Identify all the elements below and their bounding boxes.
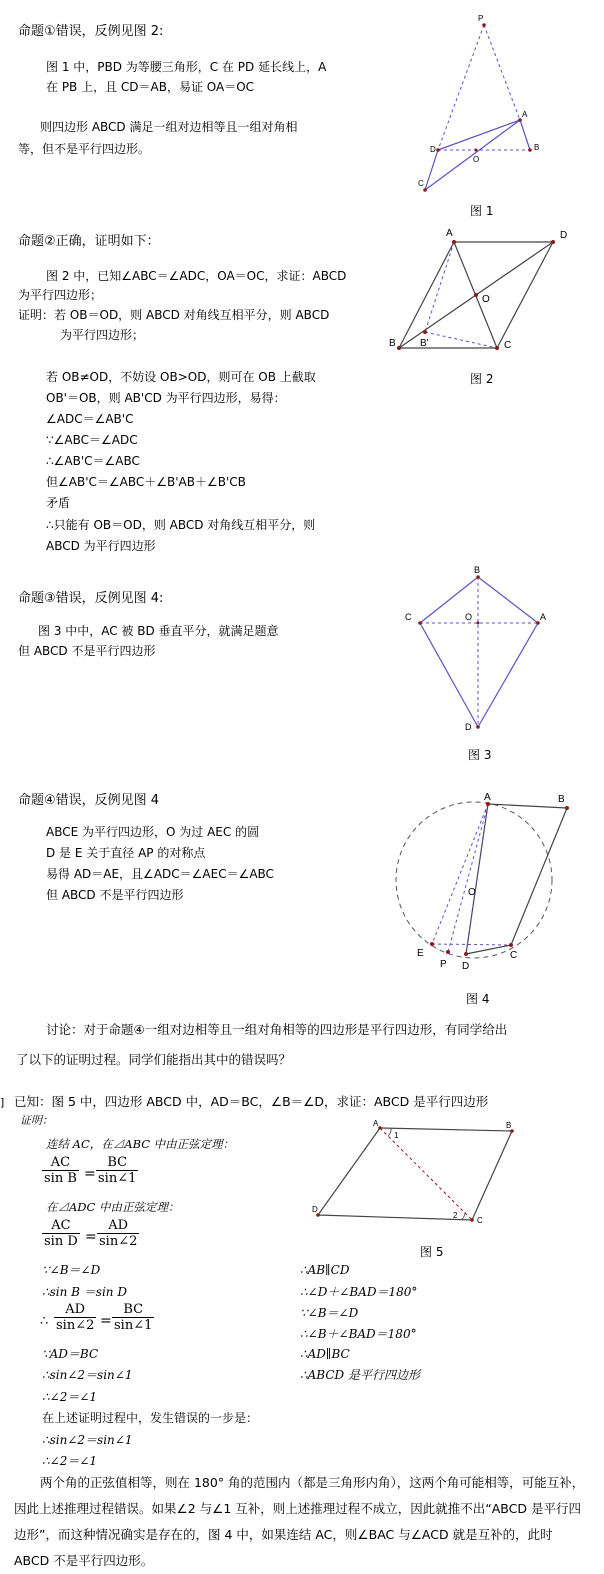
- s5-step-3: ∵∠B＝∠D: [42, 1263, 101, 1277]
- fig1-label-o: O: [473, 155, 480, 164]
- eq3-frac-right: [112, 1302, 154, 1333]
- fig4-label-b: B: [558, 794, 565, 805]
- s5-question-step-2: ∴∠2＝∠1: [42, 1454, 98, 1468]
- eq2-den-left: sin D: [44, 1234, 78, 1249]
- fig2-label-bp: B': [420, 338, 429, 349]
- fig1-caption: 图 1: [470, 204, 494, 218]
- fig1-label-d: D: [430, 145, 436, 154]
- fig5-label-2: 2: [453, 1211, 458, 1220]
- s2-line-11: 矛盾: [46, 496, 71, 510]
- s2-line-9: ∴∠AB'C＝∠ABC: [46, 454, 140, 468]
- s4-line-3: 易得 AD＝AE，且∠ADC＝∠AEC＝∠ABC: [46, 867, 274, 881]
- eq3-den-right: sin∠1: [114, 1318, 153, 1333]
- fig2-label-b: B: [389, 338, 396, 349]
- fig4-label-a: A: [484, 792, 491, 803]
- fig5-label-1: 1: [394, 1131, 399, 1140]
- s4-line-1: ABCE 为平行四边形，O 为过 AEC 的圆: [46, 825, 260, 839]
- fig4-label-o: O: [468, 887, 476, 898]
- s1-title: 命题①错误，反例见图 2:: [18, 24, 164, 39]
- s5-right-2: ∴∠D＋∠BAD＝180°: [300, 1285, 418, 1299]
- fig3-label-d: D: [465, 722, 472, 732]
- s5-right-5: ∴AD∥BC: [300, 1347, 350, 1361]
- eq2-den-right: sin∠2: [99, 1234, 138, 1249]
- s5-step-6: ∴sin∠2＝sin∠1: [42, 1368, 133, 1382]
- fig4-label-p: P: [440, 959, 447, 970]
- s4-title: 命题④错误，反例见图 4: [18, 793, 160, 808]
- fig5-label-d: D: [312, 1205, 318, 1214]
- fig2-label-d: D: [560, 230, 568, 241]
- fig3-label-b: B: [474, 565, 481, 575]
- fig1-label-p: P: [478, 14, 484, 23]
- eq1-equals: =: [84, 1166, 96, 1182]
- s5-question: 在上述证明过程中，发生错误的一步是：: [42, 1411, 259, 1425]
- fig5-caption: 图 5: [420, 1245, 444, 1259]
- s3-title: 命题③错误，反例见图 4:: [18, 591, 164, 606]
- eq1-num-right: BC: [107, 1155, 128, 1170]
- eq3-prefix: ∴: [40, 1314, 49, 1329]
- fig5-label-a: A: [373, 1119, 379, 1128]
- discussion-line-2: 了以下的证明过程。同学们能指出其中的错误吗？: [16, 1052, 292, 1067]
- s2-title: 命题②正确，证明如下：: [18, 234, 160, 249]
- fig3-label-o: O: [465, 612, 473, 622]
- eq1-den-left: sin B: [44, 1171, 77, 1186]
- s1-line-1: 图 1 中，PBD 为等腰三角形，C 在 PD 延长线上，A: [46, 60, 327, 74]
- eq3-den-left: sin∠2: [56, 1318, 95, 1333]
- s1-line-4: 等，但不是平行四边形。: [18, 142, 151, 156]
- fig2-label-o: O: [482, 294, 490, 305]
- s5-question-step-1: ∴sin∠2＝sin∠1: [42, 1433, 133, 1447]
- s2-line-3: 证明：若 OB＝OD，则 ABCD 对角线互相平分，则 ABCD: [18, 308, 330, 322]
- fig2-label-a: A: [446, 228, 453, 239]
- s5-right-3: ∵∠B＝∠D: [300, 1306, 359, 1320]
- fig1-label-b: B: [534, 143, 540, 152]
- s5-proof-label: 证明：: [20, 1114, 53, 1127]
- s3-line-2: 但 ABCD 不是平行四边形: [18, 644, 156, 658]
- fig3-caption: 图 3: [468, 748, 492, 762]
- eq2-num-right: AD: [108, 1218, 129, 1233]
- s5-step-1: 连结 AC，在⊿ABC 中由正弦定理：: [46, 1137, 235, 1151]
- s5-step-4: ∴sin B ＝sin D: [42, 1285, 127, 1299]
- s5-step-5: ∵AD＝BC: [42, 1347, 99, 1361]
- fig1-label-a: A: [522, 110, 528, 119]
- s4-line-4: 但 ABCD 不是平行四边形: [46, 888, 184, 902]
- s2-line-7: ∠ADC＝∠AB'C: [46, 412, 134, 426]
- fig2-label-c: C: [504, 340, 512, 351]
- eq1-den-right: sin∠1: [98, 1171, 137, 1186]
- s3-line-1: 图 3 中中，AC 被 BD 垂直平分，就满足题意: [38, 624, 279, 638]
- eq3-frac-left: [54, 1302, 96, 1333]
- fig1-label-c: C: [418, 179, 424, 188]
- s2-line-4: 为平行四边形；: [60, 328, 145, 342]
- s5-right-6: ∴ABCD 是平行四边形: [300, 1368, 420, 1382]
- fig4-label-e: E: [417, 948, 424, 959]
- s2-line-13: ABCD 为平行四边形: [46, 539, 156, 553]
- s2-line-10: 但∠AB'C＝∠ABC＋∠B'AB＋∠B'CB: [46, 475, 246, 489]
- s5-step-2: 在⊿ADC 中由正弦定理：: [46, 1200, 180, 1214]
- s5-conclusion: 两个角的正弦值相等，则在 180° 角的范围内（都是三角形内角），这两个角可能相等，可能互补，因此上述推理过程错误。如果∠2 与∠1 互补，则上述推理过程不成立，因此就推不出“ABCD 是平行四边形”，而这种情况确实是存在的，图 4 中，如果连结 AC，则∠BAC 与∠ACD 就是互补的，此时 ABCD 不是平行四边形。: [14, 1475, 585, 1568]
- s2-line-2: 为平行四边形；: [18, 288, 103, 302]
- s5-step-7: ∴∠2＝∠1: [42, 1390, 98, 1404]
- s2-line-8: ∵∠ABC＝∠ADC: [46, 433, 138, 447]
- fig2-caption: 图 2: [470, 372, 494, 386]
- s5-given: 已知：图 5 中，四边形 ABCD 中，AD＝BC，∠B＝∠D，求证：ABCD 是平行四边形: [14, 1094, 489, 1109]
- s2-line-6: OB'＝OB，则 AB'CD 为平行四边形，易得：: [46, 391, 286, 405]
- s4-line-2: D 是 E 关于直径 AP 的对称点: [46, 846, 206, 860]
- margin-mark: ]: [0, 1096, 5, 1109]
- s5-right-1: ∴AB∥CD: [300, 1263, 350, 1277]
- eq3-equals: =: [100, 1313, 112, 1329]
- s5-right-4: ∴∠B＋∠BAD＝180°: [300, 1327, 417, 1341]
- fig3-label-a: A: [540, 612, 547, 622]
- fig4-label-d: D: [462, 961, 470, 972]
- s2-line-12: ∴只能有 OB＝OD，则 ABCD 对角线互相平分，则: [46, 518, 316, 532]
- fig4-label-c: C: [510, 950, 518, 961]
- s1-line-3: 则四边形 ABCD 满足一组对边相等且一组对角相: [40, 120, 298, 134]
- fig4-caption: 图 4: [466, 992, 490, 1006]
- s2-line-1: 图 2 中，已知∠ABC＝∠ADC，OA＝OC，求证：ABCD: [46, 269, 347, 283]
- eq1-num-left: AC: [50, 1155, 71, 1170]
- s2-line-5: 若 OB≠OD，不妨设 OB>OD，则可在 OB 上截取: [46, 370, 316, 384]
- eq2-equals: =: [85, 1229, 97, 1245]
- eq3-num-left: AD: [65, 1302, 86, 1317]
- eq3-num-right: BC: [123, 1302, 144, 1317]
- eq2-num-left: AC: [51, 1218, 71, 1233]
- fig5-label-b: B: [506, 1121, 512, 1130]
- discussion-line-1: 讨论：对于命题④一组对边相等且一组对角相等的四边形是平行四边形，有同学给出: [46, 1022, 508, 1037]
- fig5-label-c: C: [477, 1216, 483, 1225]
- fig3-label-c: C: [405, 612, 412, 622]
- s1-line-2: 在 PB 上，且 CD＝AB，易证 OA＝OC: [46, 80, 255, 94]
